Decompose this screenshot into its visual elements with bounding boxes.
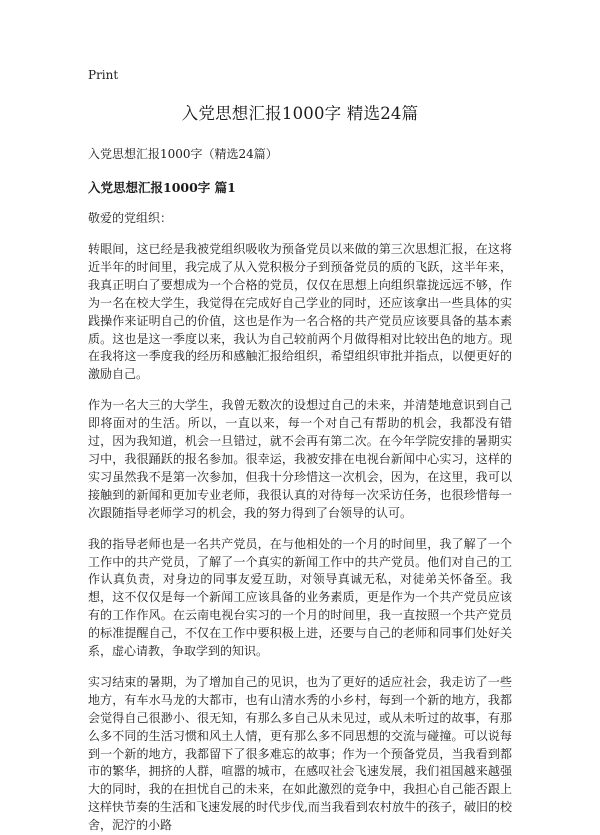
page-title: 入党思想汇报1000字 精选24篇 [181,104,419,123]
section-heading: 入党思想汇报1000字 篇1 [88,180,236,195]
body-paragraph-3: 我的指导老师也是一名共产党员，在与他相处的一个月的时间里，我了解了一个工作中的共产党员，了解了一个真实的新闻工作中的共产党员。他们对自己的工作认真负责，对身边的同事友爱互助，对领导真诚无私，对徒弟关怀备至。我想，这不仅仅是每一个新闻工应该具备的业务素质，更是作为一个共产党员应该有的工作作风。在云南电视台实习的一个月的时间里，我一直按照一个共产党员的标准提醒自己，不仅在工作中要积极上进，还要与自己的老师和同事们处好关系，虚心请教，争取学到的知识。 [88,536,512,659]
salutation: 敬爱的党组织： [88,211,173,225]
body-paragraph-1: 转眼间，这已经是我被党组织吸收为预备党员以来做的第三次思想汇报，在这将近半年的时间里，我完成了从入党积极分子到预备党员的质的飞跃，这半年来，我真正明白了要想成为一个合格的党员，仅仅在思想上向组织靠拢远远不够，作为一名在校大学生，我觉得在完成好自己学业的同时，还应该拿出一些具体的实践操作来证明自己的价值，这也是作为一名合格的共产党员应该要具备的基本素质。这也是这一季度以来，我认为自己较前两个月做得相对比较出色的地方。现在我将这一季度我的经历和感触汇报给组织，希望组织审批并指点，以便更好的激励自己。 [88,242,512,382]
print-label: Print [88,68,119,82]
document-subtitle: 入党思想汇报1000字（精选24篇） [88,147,278,161]
body-paragraph-4: 实习结束的暑期，为了增加自己的见识，也为了更好的适应社会，我走访了一些地方，有车水马龙的大都市，也有山清水秀的小乡村，每到一个新的地方，我都会觉得自己很渺小、很无知，有那么多自己从未见过，或从未听过的故事，有那么多不同的生活习惯和风土人情，更有那么多不同思想的交流与碰撞。可以说每到一个新的地方，我都留下了很多难忘的故事；作为一个预备党员，当我看到都市的繁华，拥挤的人群，喧嚣的城市，在感叹社会飞速发展，我们祖国越来越强大的同时，我的在担忧自己的未来，在如此激烈的竞争中，我担心自己能否跟上这样快节奏的生活和飞速发展的时代步伐,而当我看到农村放牛的孩子，破旧的校舍，泥泞的小路 [88,674,512,833]
body-paragraph-2: 作为一名大三的大学生，我曾无数次的设想过自己的未来，并清楚地意识到自己即将面对的生活。所以，一直以来，每一个对自己有帮助的机会，我都没有错过，因为我知道，机会一旦错过，就不会再有第二次。在今年学院安排的暑期实习中，我很踊跃的报名参加。很幸运，我被安排在电视台新闻中心实习，这样的实习虽然我不是第一次参加，但我十分珍惜这一次机会，因为，在这里，我可以接触到的新闻和更加专业老师，我很认真的对待每一次采访任务，也很珍惜每一次跟随指导老师学习的机会，我的努力得到了台领导的认可。 [88,398,512,520]
